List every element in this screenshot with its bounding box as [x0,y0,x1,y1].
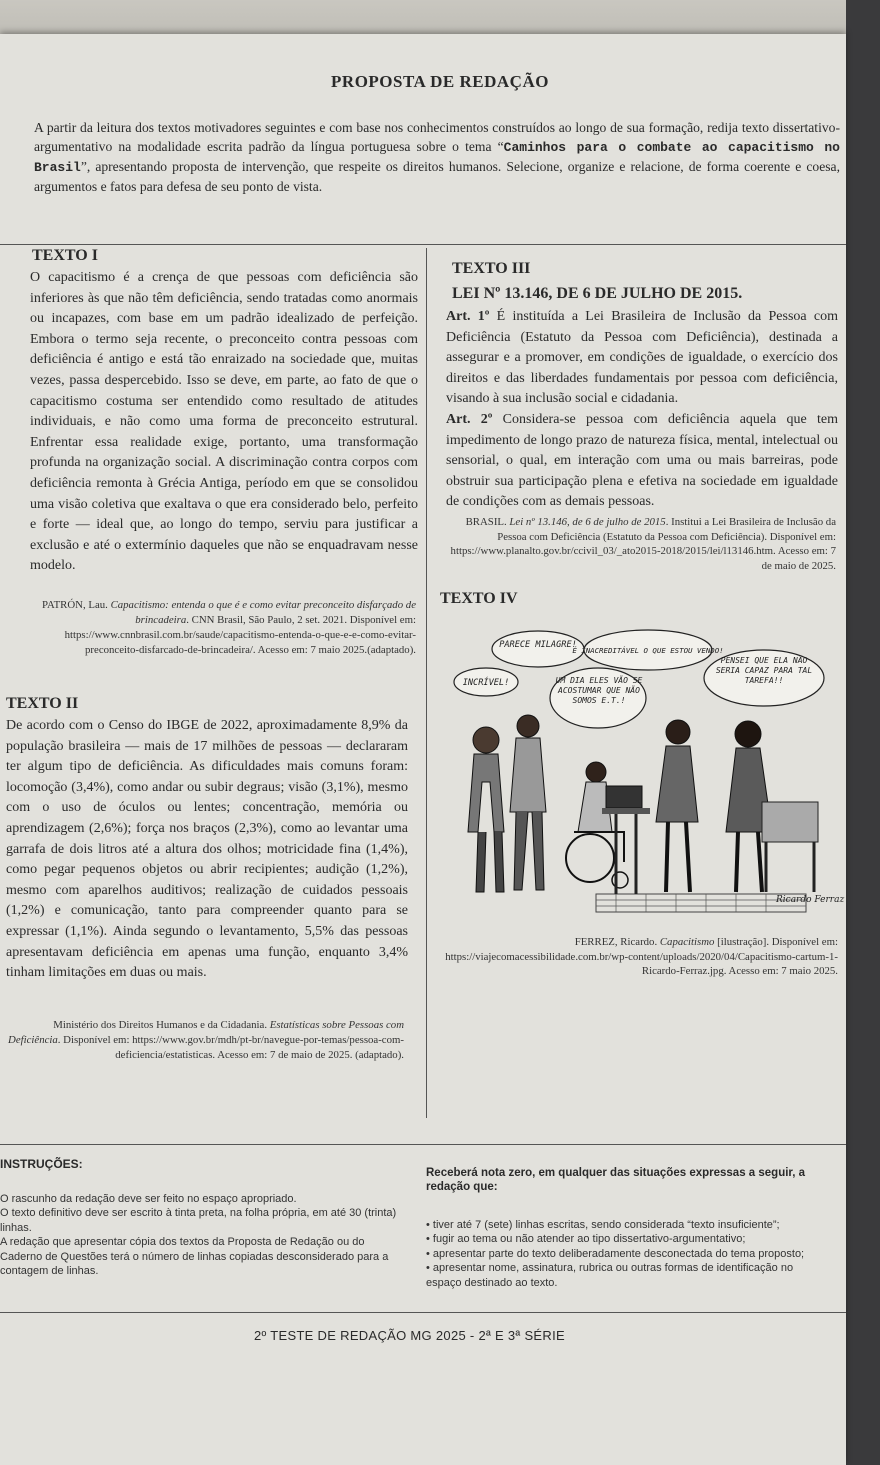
essay-theme: Caminhos para o combate ao capacitismo no Brasil [34,140,840,175]
zero-item: • fugir ao tema ou não atender ao tipo dissertativo-argumentativo; [426,1233,746,1246]
intro-paragraph: A partir da leitura dos textos motivadores seguintes e com base nos conhecimentos construídos ao longo de sua formação, redija texto dissertativo-argumentativo na modalidade escrita padrão da língua portuguesa sobre o tema “Caminhos para o combate ao capacitismo no Brasil”, apresentando proposta de intervenção, que respeite os direitos humanos. Selecione, organize e relacione, de forma coerente e coesa, argumentos e fatos para defesa de seu ponto de vista. [34,120,840,194]
column-divider [426,248,427,1118]
divider-top [0,244,846,245]
texto4-reference: FERREZ, Ricardo. Capacitismo [ilustração]. Disponível em: https://viajecomacessibilidade.com.br/wp-content/uploads/2020/04/Capacitismo-cartum-1-Ricardo-Ferraz.jpg. Acesso em: 7 maio 2025. [445,936,838,977]
texto3-reference: BRASIL. Lei nº 13.146, de 6 de julho de 2015. Institui a Lei Brasileira de Inclusão da Pessoa com Deficiência (Estatuto da Pessoa com Deficiência). Disponível em: https://www.planalto.gov.br/ccivil_03/_ato2015-2018/2015/lei/l13146.htm. Acesso em: 7 de maio de 2025. [450,516,836,572]
instruction-item: O texto definitivo deve ser escrito à tinta preta, na folha própria, em até 30 (trinta) linhas. [0,1207,397,1234]
bubble-text-2: É INACREDITÁVEL O QUE ESTOU VENDO! [572,646,724,655]
bubble-text-5-wrap: UM DIA ELES VÃO SE ACOSTUMAR QUE NÃO SOMOS E.T.! [555,676,643,705]
bubble-text-1: PARECE MILAGRE! [499,640,577,650]
instruction-item: O rascunho da redação deve ser feito no espaço apropriado. [0,1193,297,1205]
texto1-body: O capacitismo é a crença de que pessoas com deficiência são inferiores às que não têm deficiência, sendo tratadas como anormais ou incapazes, com base em um padrão idealizado de perfeição. Embora o termo seja recente, o preconceito contra pessoas com deficiência é antigo e está tão enraizado na sociedade que, muitas vezes, passa despercebido. Isso se deve, em parte, ao fato de que o capacitismo costuma ser entendido como resultado de atitudes individuais, e não como uma forma de preconceito estrutural. Enfrentar essa realidade exige, portanto, uma transformação profunda na organização social. A discriminação contra corpos com deficiência remonta à Grécia Antiga, período em que se consolidou uma visão coletiva que exaltava o que era considerado belo, perfeito e forte — ideal que, ao longo do tempo, serviu para justificar a exclusão e até o extermínio daqueles que não se enquadravam nesse modelo. [30,270,418,574]
texto2-heading: TEXTO II [6,695,79,712]
capacitism-cartoon [446,622,845,920]
texto1-citation: PATRÓN, Lau. Capacitismo: entenda o que é e como evitar preconceito disfarçado de brincadeira. CNN Brasil, São Paulo, 2 set. 2021. Disponível em: https://www.cnnbrasil.com.br/saude/capacitismo-entenda-o-que-e-e-como-evitar-preconceito-disfarcado-de-brincadeira/. Acesso em: 7 maio 2025.(adaptado). [41,599,416,656]
zero-list [426,1218,830,1290]
zero-item: • apresentar nome, assinatura, rubrica ou outras formas de identificação no espaço destinado ao texto. [426,1262,794,1289]
bubble-text-4: INCRÍVEL! [462,678,510,688]
law-title: LEI Nº 13.146, DE 6 DE JULHO DE 2015. [452,285,743,302]
instructions-list [0,1192,400,1278]
law-articles: Art. 1º É instituída a Lei Brasileira de Inclusão da Pessoa com Deficiência (Estatuto da Pessoa com Deficiência), destinada a assegurar e a promover, em condições de igualdade, o exercício dos direitos e das liberdades fundamentais por pessoa com deficiência, visando à sua inclusão social e cidadania. Art. 2º Considera-se pessoa com deficiência aquela que tem impedimento de longo prazo de natureza física, mental, intelectual ou sensorial, o qual, em interação com uma ou mais barreiras, pode obstruir sua participação plena e efetiva na sociedade em igualdade de condições com as demais pessoas. [446,309,839,510]
texto4-heading: TEXTO IV [440,590,518,607]
divider-footer [0,1312,846,1313]
instruction-item: A redação que apresentar cópia dos textos da Proposta de Redação ou do Caderno de Questões terá o número de linhas copiadas desconsiderado para a contagem de linhas. [0,1236,389,1278]
zero-heading: Receberá nota zero, em qualquer das situações expressas a seguir, a redação que: [426,1167,806,1193]
bubble-text-3-wrap: PENSEI QUE ELA NÃO SERIA CAPAZ PARA TAL TAREFA!! [715,656,813,685]
divider-instructions [0,1144,846,1145]
texto3-heading: TEXTO III [452,260,531,277]
zero-item: • apresentar parte do texto deliberadamente desconectada do tema proposto; [426,1247,805,1260]
zero-item: • tiver até 7 (sete) linhas escritas, sendo considerada “texto insuficiente”; [426,1219,780,1231]
texto2-citation: Ministério dos Direitos Humanos e da Cidadania. Estatísticas sobre Pessoas com Deficiência. Disponível em: https://www.gov.br/mdh/pt-br/navegue-por-temas/pessoa-com-deficiencia/estatisticas. Acesso em: 7 de maio de 2025. (adaptado). [8,1019,404,1061]
footer-label: 2º TESTE DE REDAÇÃO MG 2025 - 2ª E 3ª SÉRIE [254,1328,565,1343]
texto1-heading: TEXTO I [32,247,98,264]
cartoon-signature: Ricardo Ferraz [776,895,845,905]
page-title: PROPOSTA DE REDAÇÃO [331,72,549,91]
instructions-heading: INSTRUÇÕES: [0,1157,83,1171]
texto2-body: De acordo com o Censo do IBGE de 2022, aproximadamente 8,9% da população brasileira — mais de 17 milhões de pessoas — declararam ter algum tipo de deficiência. As dificuldades mais comuns foram: locomoção (3,4%), como andar ou subir degraus; visão (3,1%), mesmo com o uso de óculos ou lentes; concentração, memória ou aprendizagem (2,6%); força nos braços (2,3%), como ao levantar uma garrafa de dois litros até a altura dos olhos; motricidade fina (1,4%), como pegar pequenos objetos ou abrir recipientes; audição (1,2%), mesmo com aparelhos auditivos; realização de cuidados pessoais (1,2%) e comunicação, tanto para compreender quanto para se expressar (1,1%). Ainda segundo o levantamento, 5,5% das pessoas apresentavam deficiência em apenas uma função, enquanto 3,4% tinham limitações em duas ou mais. [6,718,408,981]
